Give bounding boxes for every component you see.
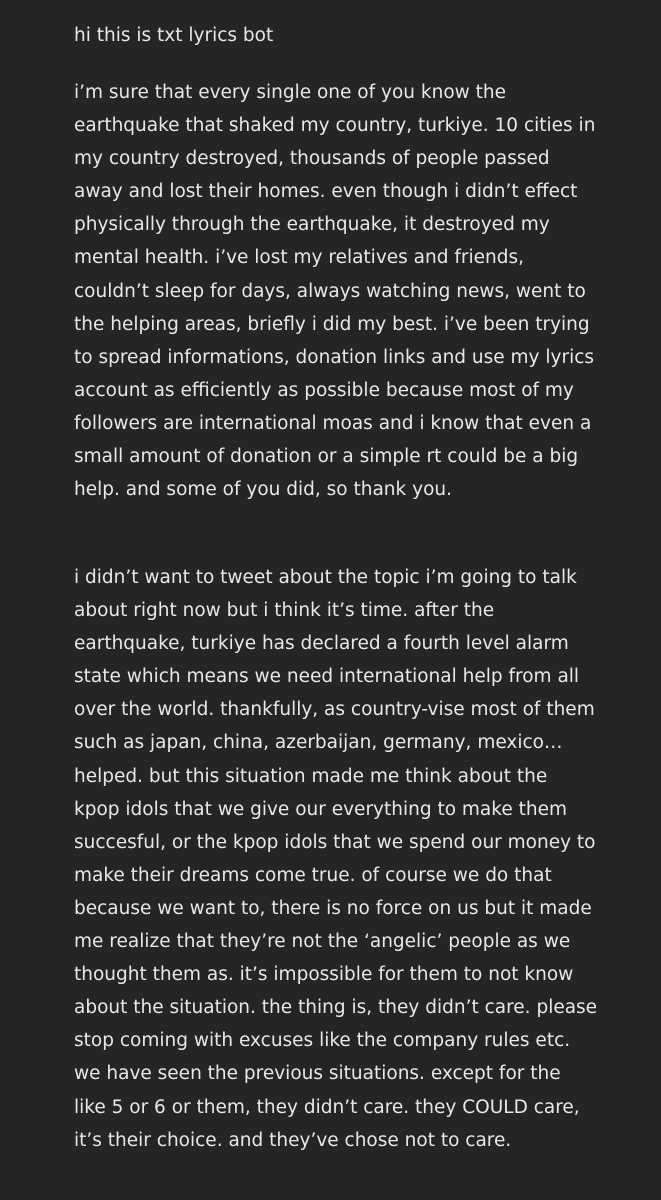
paragraph-line: me realize that they’re not the ‘angelic’ people as we (74, 931, 571, 953)
paragraph-line: succesful, or the kpop idols that we spend our money to (74, 831, 596, 853)
paragraph-line: kpop idols that we give our everything to make them (74, 798, 567, 820)
paragraph-line: to spread informations, donation links and use my lyrics (74, 346, 595, 368)
paragraph-line: state which means we need international help from all (74, 666, 580, 688)
paragraph-line: about right now but i think it’s time. after the (74, 600, 495, 622)
paragraph-line: physically through the earthquake, it destroyed my (74, 214, 550, 236)
paragraph-line: because we want to, there is no force on us but it made (74, 897, 592, 919)
paragraph-2 (74, 561, 644, 1157)
paragraph-line: help. and some of you did, so thank you. (74, 479, 452, 501)
paragraph-line: i’m sure that every single one of you know the (74, 82, 507, 103)
paragraph-line: it’s their choice. and they’ve chose not to care. (74, 1129, 512, 1151)
paragraph-line: such as japan, china, azerbaijan, germany, mexico… (74, 732, 563, 754)
paragraph-line: mental health. i’ve lost my relatives and friends, (74, 247, 524, 269)
paragraph-line: helped. but this situation made me think about the (74, 765, 548, 787)
paragraph-1 (74, 76, 644, 506)
paragraph-line: couldn’t sleep for days, always watching news, went to (74, 280, 586, 302)
paragraph-line: earthquake that shaked my country, turkiye. 10 cities in (74, 115, 596, 137)
paragraph-line: the helping areas, briefly i did my best. i’ve been trying (74, 313, 590, 335)
paragraph-line: like 5 or 6 or them, they didn’t care. they COULD care, (74, 1096, 580, 1118)
paragraph-line: i didn’t want to tweet about the topic i’m going to talk (74, 567, 577, 588)
paragraph-line: followers are international moas and i know that even a (74, 412, 592, 434)
paragraph-line: small amount of donation or a simple rt could be a big (74, 446, 579, 468)
paragraph-line: away and lost their homes. even though i didn’t effect (74, 181, 578, 203)
paragraph-line: we have seen the previous situations. except for the (74, 1063, 561, 1085)
paragraph-line: my country destroyed, thousands of people passed (74, 148, 550, 170)
paragraph-line: stop coming with excuses like the company rules etc. (74, 1030, 571, 1052)
paragraph-line: make their dreams come true. of course we do that (74, 864, 552, 886)
paragraph-line: about the situation. the thing is, they didn’t care. please (74, 997, 598, 1019)
paragraph-line: over the world. thankfully, as country-vise most of them (74, 699, 595, 721)
paragraph-line: account as efficiently as possible because most of my (74, 379, 574, 401)
greeting-text: hi this is txt lyrics bot (74, 25, 274, 46)
paragraph-line: earthquake, turkiye has declared a fourth level alarm (74, 633, 569, 655)
paragraph-line: thought them as. it’s impossible for them to not know (74, 964, 574, 986)
greeting-line (74, 19, 644, 52)
